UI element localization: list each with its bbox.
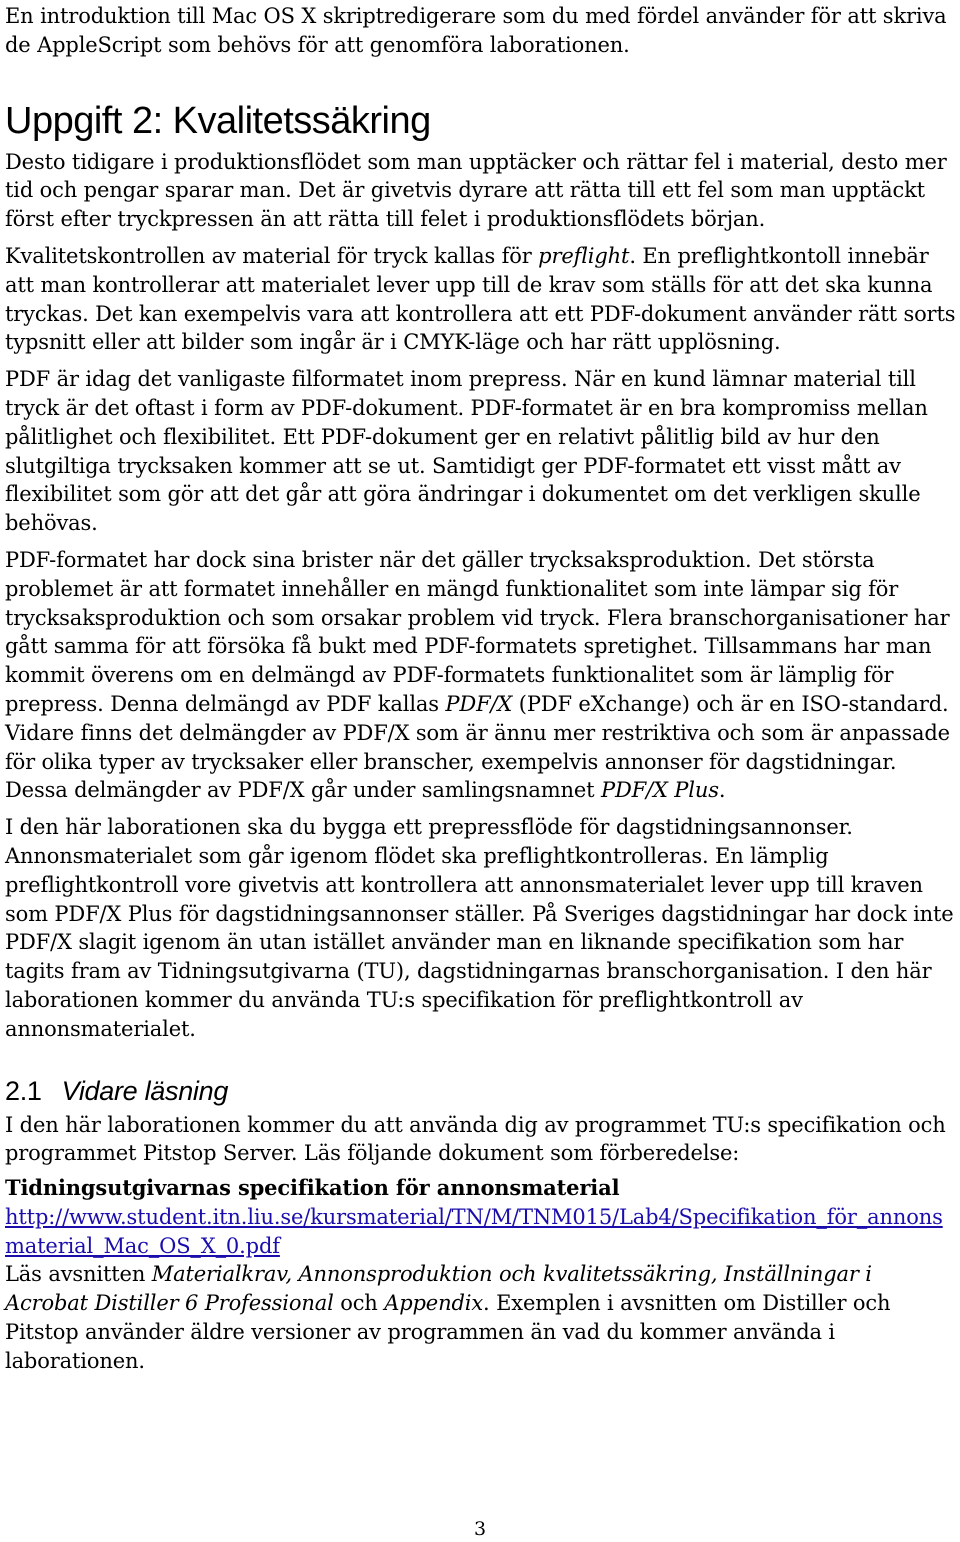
paragraph-pdf-prepress: PDF är idag det vanligaste filformatet inom prepress. När en kund lämnar material till tryck är det oftast i form av PDF-dokument. PDF-formatet är en bra kompromiss mellan pålitlighet och flexibilitet. Ett PDF-dokument ger en relativt pålitlig bild av hur den slutgiltiga trycksaken kommer att se ut. Samtidigt ger PDF-formatet ett visst mått av flexibilitet som gör att det går att göra ändringar i dokumentet om det verkligen skulle behövas. xyxy=(5,367,928,536)
paragraph-reading-instructions xyxy=(5,1260,957,1375)
paragraph-lab-description: I den här laborationen ska du bygga ett prepressflöde för dagstidningsannonser. Annonsmaterialet som går igenom flödet ska preflightkontrolleras. En lämplig preflightkontroll vore givetvis att kontrollera att annonsmaterialet lever upp till kraven som PDF/X Plus för dagstidningsannonser ställer. På Sveriges dagstidningar har dock inte PDF/X slagit igenom än utan istället använder man en liknande specifikation som har tagits fram av Tidningsutgivarna (TU), dagstidningarnas branschorganisation. I den här laborationen kommer du använda TU:s specifikation för preflightkontroll av annonsmaterialet. xyxy=(5,815,954,1041)
reading-instructions-sections: Materialkrav, Annonsproduktion och kvalitetssäkring, Inställningar i Acrobat Distiller 6 Professional xyxy=(5,1262,872,1316)
reading-instructions-text-3: . Exemplen i avsnitten om Distiller och Pitstop använder äldre versioner av programmen än vad du kommer använda i laborationen. xyxy=(5,1291,891,1373)
page-number: 3 xyxy=(473,1518,487,1540)
reading-instructions-text-2: och xyxy=(333,1291,385,1316)
document-link[interactable]: http://www.student.itn.liu.se/kursmaterial/TN/M/TNM015/Lab4/Specifikation_för_annonsmaterial_Mac_OS_X_0.pdf xyxy=(5,1204,943,1258)
subsection-heading xyxy=(5,1074,957,1108)
reading-instructions-text-1: Läs avsnitten xyxy=(5,1262,152,1287)
document-title: Tidningsutgivarnas specifikation för annonsmaterial xyxy=(5,1175,620,1201)
paragraph-pdf-problems-text-3: . xyxy=(718,778,726,803)
section-number: Uppgift 2: xyxy=(5,99,163,142)
document-link-paragraph xyxy=(5,1203,957,1261)
subsection-number: 2.1 xyxy=(5,1075,42,1106)
section-heading xyxy=(5,98,957,144)
paragraph-pdf-problems-term-pdfx: PDF/X xyxy=(445,691,513,716)
paragraph-preflight-text-1: Kvalitetskontrollen av material för tryck kallas för xyxy=(5,243,539,268)
paragraph-preflight xyxy=(5,242,957,357)
paragraph-pdf-problems-text-1: PDF-formatet har dock sina brister när det gäller trycksaksproduktion. Det största problemet är att formatet innehåller en mängd funktionalitet som inte lämpar sig för trycksaksproduktion och som orsakar problem vid tryck. Flera branschorganisationer har gått samma för att försöka få bukt med PDF-formatets spretighet. Tillsammans har man kommit överens om en delmängd av PDF-formatets funktionalitet som är lämplig för prepress. Denna delmängd av PDF kallas xyxy=(5,547,950,716)
reading-instructions-appendix: Appendix xyxy=(384,1291,484,1316)
intro-paragraph: En introduktion till Mac OS X skriptredigerare som du med fördel använder för att skriva de AppleScript som behövs för att genomföra laborationen. xyxy=(5,4,947,57)
paragraph-quality-cost: Desto tidigare i produktionsflödet som man upptäcker och rättar fel i material, desto mer tid och pengar sparar man. Det är givetvis dyrare att rätta till ett fel som man upptäckt först efter tryckpressen än att rätta till felet i produktionsflödets början. xyxy=(5,149,947,232)
paragraph-pdf-problems-term-pdfx-plus: PDF/X Plus xyxy=(600,778,719,803)
section-title: Kvalitetssäkring xyxy=(172,99,431,142)
paragraph-preflight-term: preflight xyxy=(538,243,630,268)
document-page xyxy=(5,0,957,1376)
paragraph-preflight-text-2: . En preflightkontoll innebär att man kontrollerar att materialet lever upp till de krav som ställs för att det ska kunna tryckas. Det kan exempelvis vara att kontrollera att ett PDF-dokument använder rätt sorts typsnitt eller att bilder som ingår är i CMYK-läge och har rätt upplösning. xyxy=(5,243,956,355)
subsection-title: Vidare läsning xyxy=(61,1075,229,1106)
paragraph-pdf-problems-text-2: (PDF eXchange) och är en ISO-standard. Vidare finns det delmängder av PDF/X som är ännu mer restriktiva och som är anpassade för olika typer av trycksaker eller branscher, exempelvis annonser för dagstidningar. Dessa delmängder av PDF/X går under samlingsnamnet xyxy=(5,691,950,803)
paragraph-pdf-problems xyxy=(5,546,957,805)
paragraph-reading-intro: I den här laborationen kommer du att använda dig av programmet TU:s specifikation och programmet Pitstop Server. Läs följande dokument som förberedelse: xyxy=(5,1112,946,1166)
